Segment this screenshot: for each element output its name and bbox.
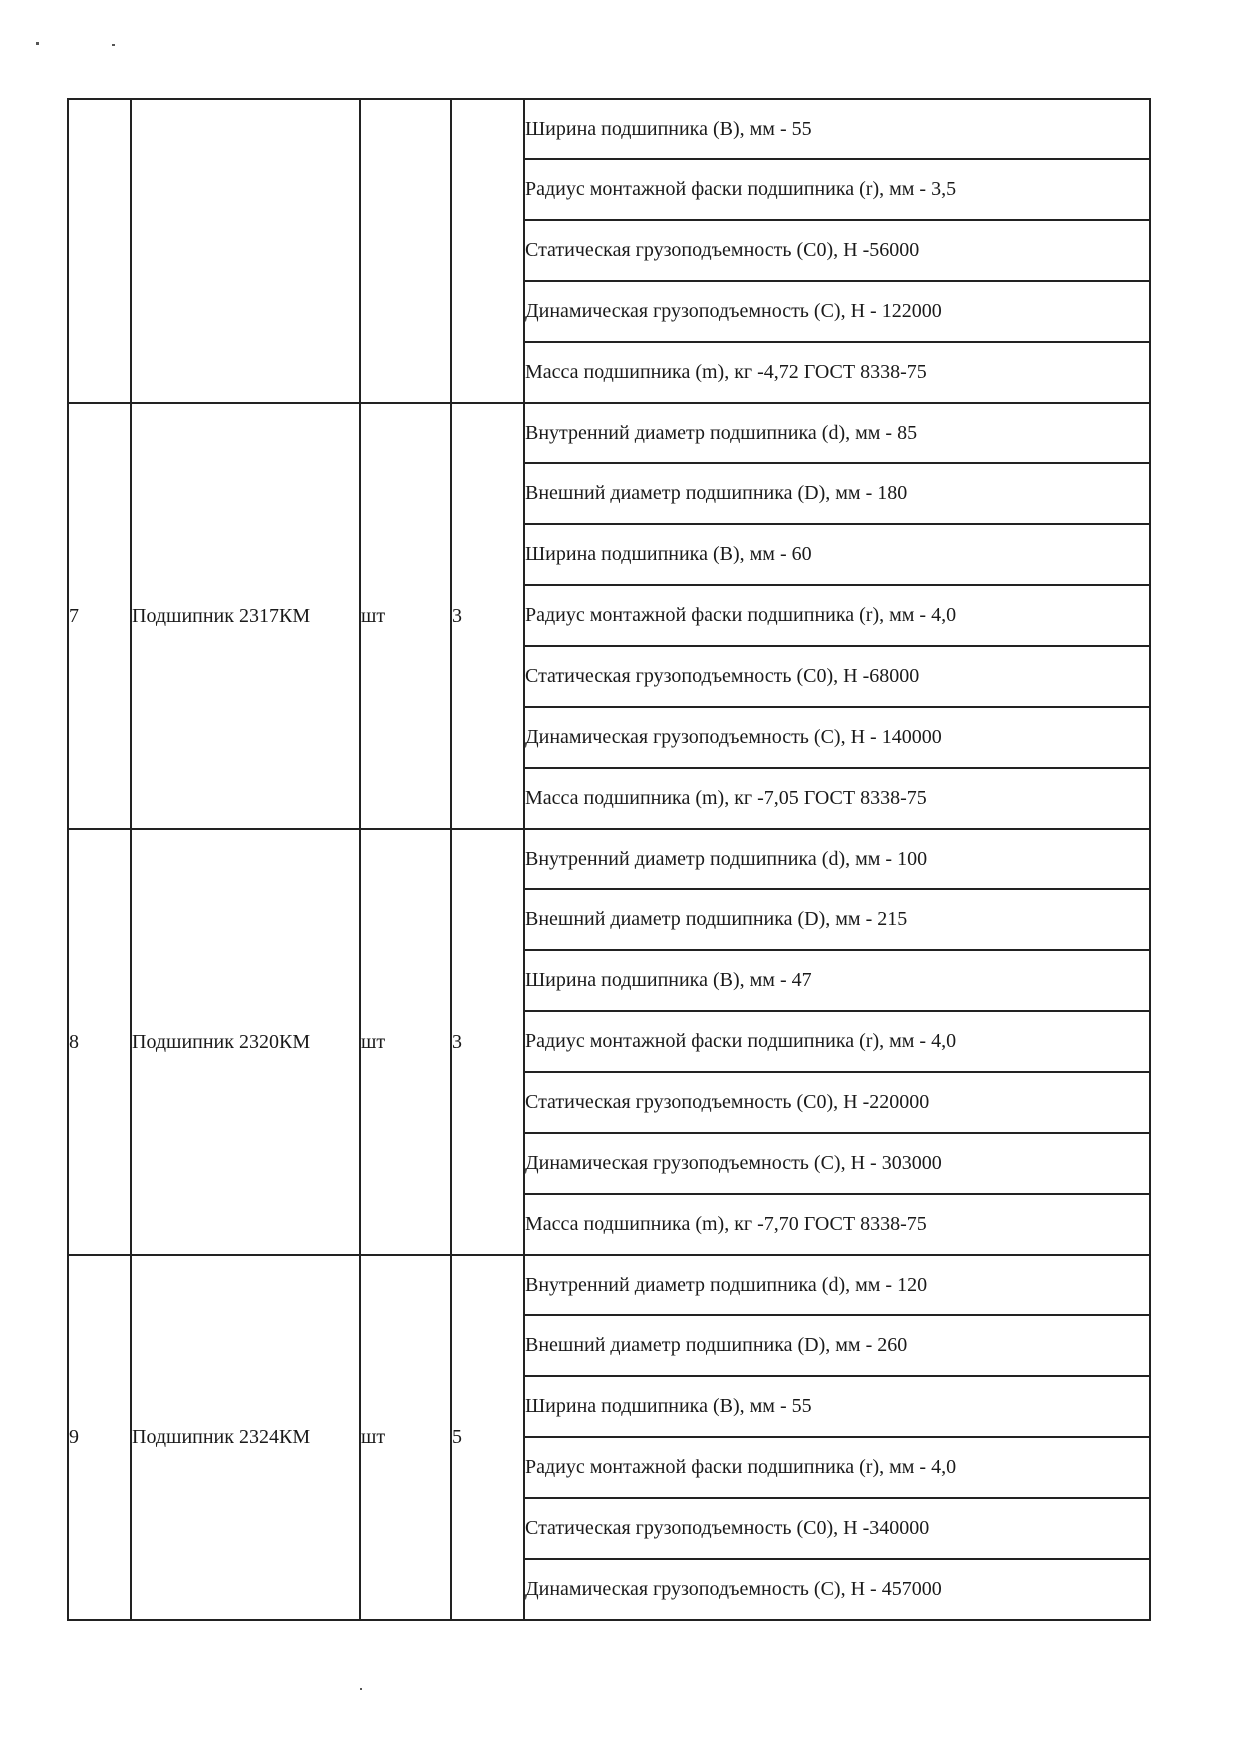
table-row bbox=[68, 99, 1150, 159]
characteristic-cell: Внутренний диаметр подшипника (d), мм - 85 bbox=[524, 403, 1150, 463]
item-quantity: 3 bbox=[451, 829, 524, 1255]
item-unit bbox=[360, 99, 451, 403]
characteristic-cell: Внутренний диаметр подшипника (d), мм - 120 bbox=[524, 1255, 1150, 1315]
table-row bbox=[68, 403, 1150, 463]
characteristic-cell: Внутренний диаметр подшипника (d), мм - 100 bbox=[524, 829, 1150, 889]
characteristic-cell: Статическая грузоподъемность (C0), Н -56000 bbox=[524, 220, 1150, 281]
item-name: Подшипник 2324КМ bbox=[131, 1255, 360, 1620]
characteristic-cell: Внешний диаметр подшипника (D), мм - 260 bbox=[524, 1315, 1150, 1376]
characteristic-cell: Внешний диаметр подшипника (D), мм - 215 bbox=[524, 889, 1150, 950]
item-number bbox=[68, 99, 131, 403]
table-row bbox=[68, 829, 1150, 889]
characteristic-cell: Ширина подшипника (B), мм - 55 bbox=[524, 99, 1150, 159]
characteristic-cell: Радиус монтажной фаски подшипника (r), мм - 4,0 bbox=[524, 1437, 1150, 1498]
characteristic-cell: Динамическая грузоподъемность (C), Н - 457000 bbox=[524, 1559, 1150, 1620]
characteristic-cell: Ширина подшипника (B), мм - 47 bbox=[524, 950, 1150, 1011]
table-row bbox=[68, 1255, 1150, 1315]
item-number: 7 bbox=[68, 403, 131, 829]
item-name: Подшипник 2320КМ bbox=[131, 829, 360, 1255]
item-unit: шт bbox=[360, 829, 451, 1255]
item-quantity: 5 bbox=[451, 1255, 524, 1620]
item-quantity: 3 bbox=[451, 403, 524, 829]
characteristic-cell: Динамическая грузоподъемность (C), Н - 122000 bbox=[524, 281, 1150, 342]
characteristic-cell: Ширина подшипника (B), мм - 55 bbox=[524, 1376, 1150, 1437]
item-unit: шт bbox=[360, 1255, 451, 1620]
characteristic-cell: Радиус монтажной фаски подшипника (r), мм - 4,0 bbox=[524, 585, 1150, 646]
item-name: Подшипник 2317КМ bbox=[131, 403, 360, 829]
characteristic-cell: Статическая грузоподъемность (C0), Н -68000 bbox=[524, 646, 1150, 707]
characteristic-cell: Радиус монтажной фаски подшипника (r), мм - 3,5 bbox=[524, 159, 1150, 220]
specification-table bbox=[67, 98, 1151, 1621]
characteristic-cell: Ширина подшипника (B), мм - 60 bbox=[524, 524, 1150, 585]
characteristic-cell: Масса подшипника (m), кг -7,70 ГОСТ 8338-75 bbox=[524, 1194, 1150, 1255]
characteristic-cell: Радиус монтажной фаски подшипника (r), мм - 4,0 bbox=[524, 1011, 1150, 1072]
characteristic-cell: Статическая грузоподъемность (C0), Н -220000 bbox=[524, 1072, 1150, 1133]
scan-speck bbox=[360, 1688, 362, 1690]
item-number: 8 bbox=[68, 829, 131, 1255]
item-name bbox=[131, 99, 360, 403]
characteristic-cell: Масса подшипника (m), кг -4,72 ГОСТ 8338-75 bbox=[524, 342, 1150, 403]
characteristic-cell: Динамическая грузоподъемность (C), Н - 140000 bbox=[524, 707, 1150, 768]
scan-speck bbox=[36, 42, 39, 45]
characteristic-cell: Масса подшипника (m), кг -7,05 ГОСТ 8338-75 bbox=[524, 768, 1150, 829]
characteristic-cell: Динамическая грузоподъемность (C), Н - 303000 bbox=[524, 1133, 1150, 1194]
characteristic-cell: Внешний диаметр подшипника (D), мм - 180 bbox=[524, 463, 1150, 524]
item-unit: шт bbox=[360, 403, 451, 829]
characteristic-cell: Статическая грузоподъемность (C0), Н -340000 bbox=[524, 1498, 1150, 1559]
scan-speck bbox=[112, 44, 115, 46]
item-quantity bbox=[451, 99, 524, 403]
item-number: 9 bbox=[68, 1255, 131, 1620]
